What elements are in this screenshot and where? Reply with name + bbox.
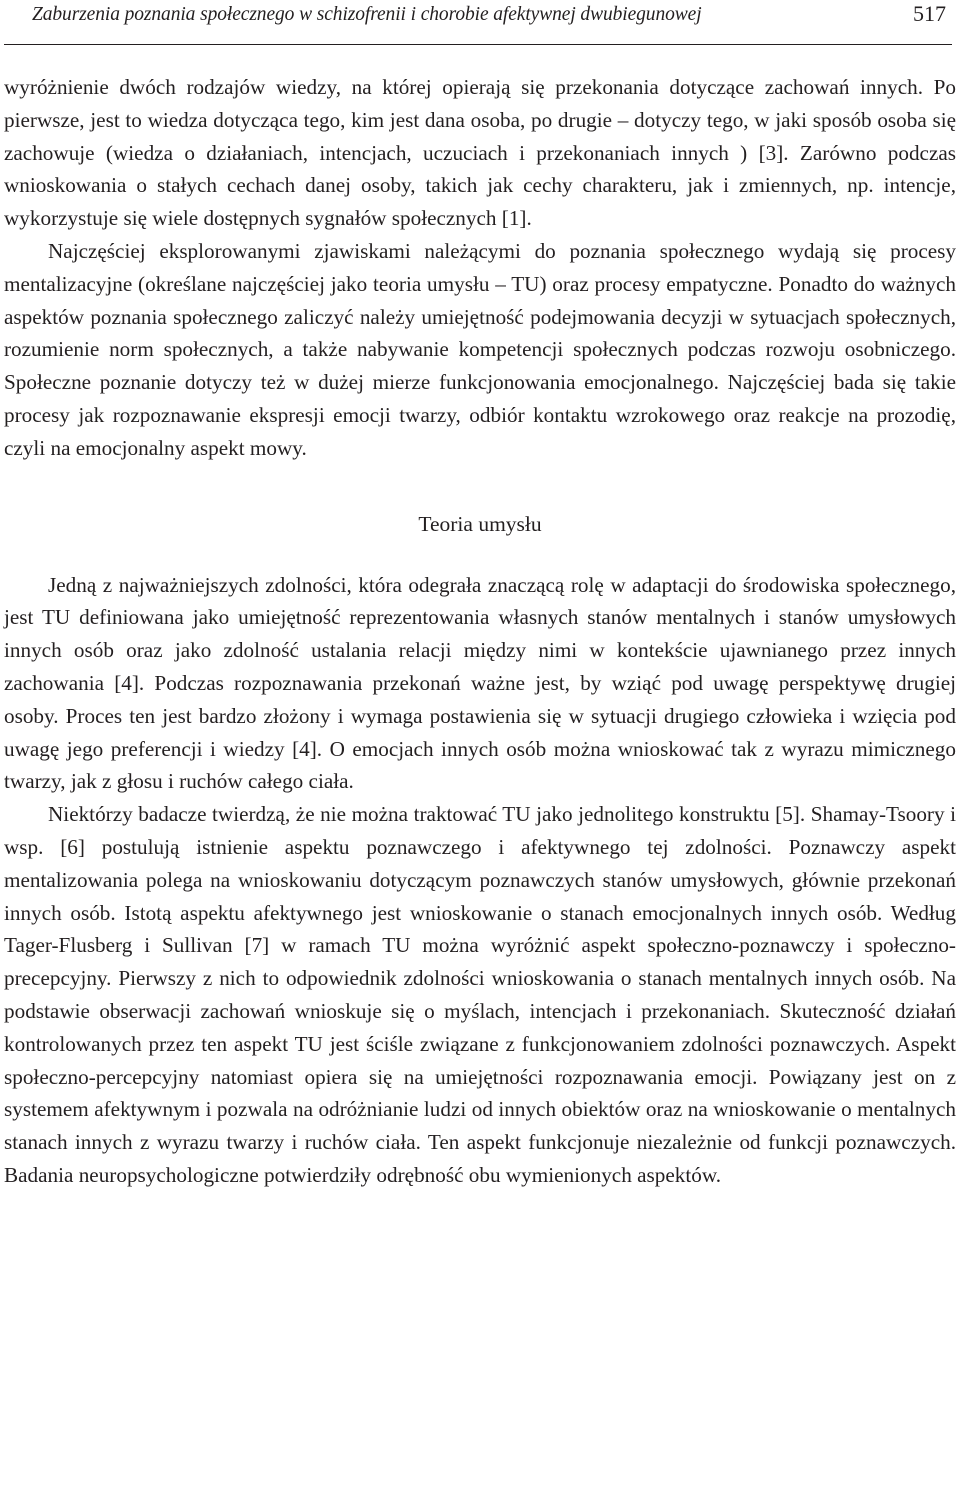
running-title: Zaburzenia poznania społecznego w schizofrenii i chorobie afektywnej dwubiegunowej	[32, 4, 702, 25]
section-heading: Teoria umysłu	[418, 511, 542, 536]
paragraph: wyróżnienie dwóch rodzajów wiedzy, na której opierają się przekonania dotyczące zachowań innych. Po pierwsze, jest to wiedza dotycząca tego, kim jest dana osoba, po drugie – dotyczy tego, w jaki sposób osoba się zachowuje (wiedza o działaniach, intencjach, uczuciach i przekonaniach innych ) [3]. Zarówno podczas wnioskowania o stałych cechach danej osoby, takich jak cechy charakteru, jak i zmiennych, np. intencje, wykorzystuje się wiele dostępnych sygnałów społecznych [1].	[4, 75, 956, 231]
running-header	[4, 0, 952, 45]
paragraph: Najczęściej eksplorowanymi zjawiskami należącymi do poznania społecznego wydają się procesy mentalizacyjne (określane najczęściej jako teoria umysłu – TU) oraz procesy empatyczne. Ponadto do ważnych aspektów poznania społecznego zaliczyć należy umiejętność podejmowania decyzji w sytuacjach społecznych, rozumienie norm społecznych, a także nabywanie kompetencji społecznych podczas rozwoju osobniczego. Społeczne poznanie dotyczy też w dużej mierze funkcjonowania emocjonalnego. Najczęściej bada się takie procesy jak rozpoznawanie ekspresji emocji twarzy, odbiór kontaktu wzrokowego oraz reakcje na prozodię, czyli na emocjonalny aspekt mowy.	[4, 238, 956, 460]
paragraph: Niektórzy badacze twierdzą, że nie można traktować TU jako jednolitego konstruktu [5]. Shamay-Tsoory i wsp. [6] postulują istnienie aspektu poznawczego i afektywnego tej zdolności. Poznawczy aspekt mentalizowania polega na wnioskowaniu dotyczącym poznawczych stanów umysłowych, głównie przekonań innych osób. Istotą aspektu afektywnego jest wnioskowanie o stanach emocjonalnych innych osób. Według Tager-Flusberg i Sullivan [7] w ramach TU można wyróżnić aspekt społeczno-poznawczy i społeczno-precepcyjny. Pierwszy z nich to odpowiednik zdolności wnioskowania o stanach mentalnych innych osób. Na podstawie obserwacji zachowań wnioskuje się o myślach, intencjach i przekonaniach. Skuteczność działań kontrolowanych przez ten aspekt TU jest ściśle związane z funkcjonowaniem zdolności poznawczych. Aspekt społeczno-percepcyjny natomiast opiera się na umiejętności rozpoznawania emocji. Powiązany jest on z systemem afektywnym i pozwala na odróżnianie ludzi od innych obiektów oraz na wnioskowanie o mentalnych stanach innych z wyrazu twarzy i ruchów ciała. Ten aspekt funkcjonuje niezależnie od funkcji poznawczych. Badania neuropsychologiczne potwierdziły odrębność obu wymienionych aspektów.	[4, 802, 956, 1187]
intro-text	[4, 71, 956, 465]
page-number: 517	[913, 1, 946, 26]
paragraph: Jedną z najważniejszych zdolności, która odegrała znaczącą rolę w adaptacji do środowiska społecznego, jest TU definiowana jako umiejętność reprezentowania własnych stanów mentalnych i stanów umysłowych innych osób oraz jako zdolność ustalania relacji między nimi w kontekście ujawnianego przez innych zachowania [4]. Podczas rozpoznawania przekonań ważne jest, by wziąć pod uwagę perspektywę drugiej osoby. Proces ten jest bardzo złożony i wymaga postawienia się w sytuacji drugiego człowieka i wzięcia pod uwagę jego preferencji i wiedzy [4]. O emocjach innych osób można wnioskować tak z wyrazu mimicznego twarzy, jak z głosu i ruchów całego ciała.	[4, 572, 956, 794]
section-text	[4, 569, 956, 1192]
